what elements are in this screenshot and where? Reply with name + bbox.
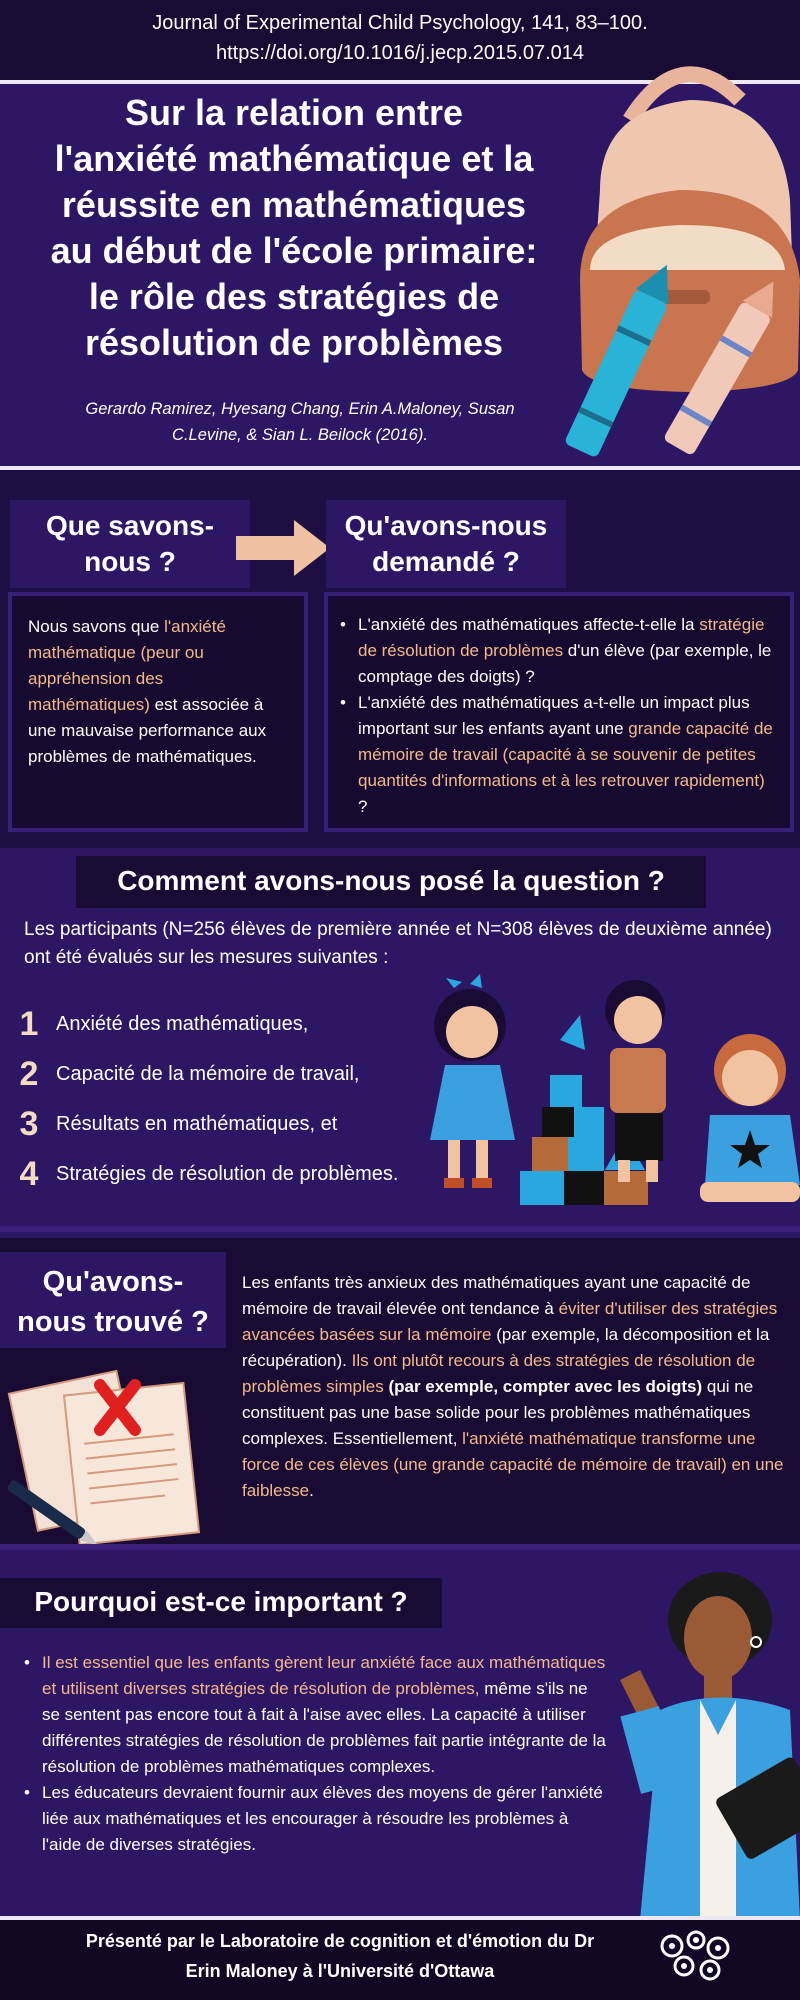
highlight-text: l'anxiété mathématique transforme une force de ces élèves (une grande capacité de mémoire de travail) en une faiblesse	[242, 1429, 784, 1500]
citation-doi: https://doi.org/10.1016/j.jecp.2015.07.014	[215, 42, 585, 64]
trouve-heading	[0, 1252, 226, 1348]
heading-line: Qu'avons-	[42, 1266, 184, 1298]
que-savons-text	[28, 614, 288, 770]
importance-list	[20, 1650, 610, 1858]
title-line: le rôle des stratégies de	[88, 276, 500, 317]
highlight-text: l'anxiété mathématique (peur ou appréhension des mathématiques)	[28, 617, 226, 714]
title-line: au début de l'école primaire:	[50, 230, 538, 271]
measure-label: Résultats en mathématiques, et	[56, 1112, 338, 1135]
demande-panel	[324, 592, 794, 832]
measure-number: 4	[19, 1154, 39, 1193]
importance-heading: Pourquoi est-ce important ?	[0, 1578, 442, 1628]
title-line: Sur la relation entre	[124, 92, 464, 133]
measure-label: Capacité de la mémoire de travail,	[56, 1062, 360, 1085]
measure-item	[14, 1152, 434, 1196]
highlight-text: stratégie de résolution de problèmes	[358, 615, 765, 660]
backpack-illustration	[560, 40, 800, 480]
demande-list	[336, 612, 778, 820]
footer-credit	[20, 1926, 660, 1986]
title-line: résolution de problèmes	[84, 322, 504, 363]
highlight-text: éviter d'utiliser des stratégies avancées basées sur la mémoire	[242, 1299, 778, 1344]
text: qui ne constituent pas une base solide pour les problèmes mathématiques complexes. Essentiellement,	[242, 1377, 754, 1448]
page-title	[16, 90, 572, 366]
measure-number: 1	[19, 1004, 39, 1043]
arrow-right-icon	[236, 520, 332, 576]
measure-number: 2	[19, 1054, 39, 1093]
measure-item	[14, 1002, 434, 1046]
text: Les éducateurs devraient fournir aux élèves des moyens de gérer l'anxiété liée aux mathématiques et les encourager à résoudre les problèmes à l'aide de diverses stratégies.	[42, 1783, 603, 1854]
citation-journal: Journal of Experimental Child Psychology, 141, 83–100.	[152, 12, 648, 34]
methode-intro: Les participants (N=256 élèves de première année et N=308 élèves de deuxième année) ont été évalués sur les mesures suivantes :	[24, 919, 772, 968]
measure-item	[14, 1052, 434, 1096]
lab-logo	[648, 1924, 740, 1996]
heading-line: Que savons-	[45, 510, 215, 541]
footer-line: Présenté par le Laboratoire de cognition et d'émotion du Dr	[85, 1931, 595, 1951]
title-line: réussite en mathématiques	[61, 184, 527, 225]
que-savons-panel	[8, 592, 308, 832]
text: Nous savons que	[28, 617, 165, 636]
children-playing-illustration	[410, 970, 800, 1210]
divider	[0, 1226, 800, 1232]
heading-line: Qu'avons-nous	[344, 510, 548, 541]
highlight-text: Ils ont plutôt recours à des stratégies de résolution de problèmes simples	[242, 1351, 756, 1396]
authors-line: Gerardo Ramirez, Hyesang Chang, Erin A.Maloney, Susan	[85, 400, 515, 418]
text: (par exemple, la décomposition et la récupération).	[242, 1325, 770, 1370]
text: même s'ils ne se sentent pas encore tout à fait à l'aise avec elles. La capacité à utiliser différentes stratégies de résolution de problèmes fait partie intégrante de la résolution de problèmes mathématiques complexes.	[42, 1679, 606, 1776]
teacher-illustration	[600, 1560, 800, 1920]
measure-item	[14, 1102, 434, 1146]
title-line: l'anxiété mathématique et la	[54, 138, 534, 179]
highlight-text: grande capacité de mémoire de travail (capacité à se souvenir de petites quantités d'informations et à les retrouver rapidement)	[358, 719, 773, 790]
text: L'anxiété des mathématiques a-t-elle un impact plus important sur les enfants ayant une	[358, 693, 750, 738]
demande-heading	[326, 500, 566, 588]
importance-list-wrapper	[20, 1650, 610, 1858]
trouve-text	[242, 1270, 792, 1504]
methode-heading: Comment avons-nous posé la question ?	[76, 856, 706, 908]
heading-line: demandé ?	[372, 546, 520, 577]
que-savons-heading	[10, 500, 250, 588]
text: L'anxiété des mathématiques affecte-t-elle la	[358, 615, 700, 634]
text: est associée à une mauvaise performance aux problèmes de mathématiques.	[28, 695, 267, 766]
text: d'un élève (par exemple, le comptage des doigts) ?	[358, 641, 772, 686]
list-item	[336, 612, 778, 690]
measure-label: Anxiété des mathématiques,	[56, 1012, 309, 1035]
authors-line: C.Levine, & Sian L. Beilock (2016).	[172, 426, 428, 444]
text: .	[309, 1481, 314, 1500]
bold-text: (par exemple, compter avec les doigts)	[383, 1377, 703, 1396]
measure-label: Stratégies de résolution de problèmes.	[56, 1162, 399, 1185]
text: ?	[358, 797, 368, 816]
list-item	[20, 1780, 610, 1858]
text: Les enfants très anxieux des mathématiques ayant une capacité de mémoire de travail élevée ont tendance à	[242, 1273, 751, 1318]
list-item	[336, 690, 778, 820]
footer-line: Erin Maloney à l'Université d'Ottawa	[185, 1961, 495, 1981]
highlight-text: Il est essentiel que les enfants gèrent leur anxiété face aux mathématiques et utilisent diverses stratégies de résolution de problèmes,	[42, 1653, 606, 1698]
authors	[40, 396, 560, 448]
graded-papers-illustration	[0, 1350, 230, 1550]
heading-line: nous ?	[84, 546, 176, 577]
list-item	[20, 1650, 610, 1780]
heading-line: nous trouvé ?	[17, 1306, 209, 1338]
measure-number: 3	[19, 1104, 39, 1143]
